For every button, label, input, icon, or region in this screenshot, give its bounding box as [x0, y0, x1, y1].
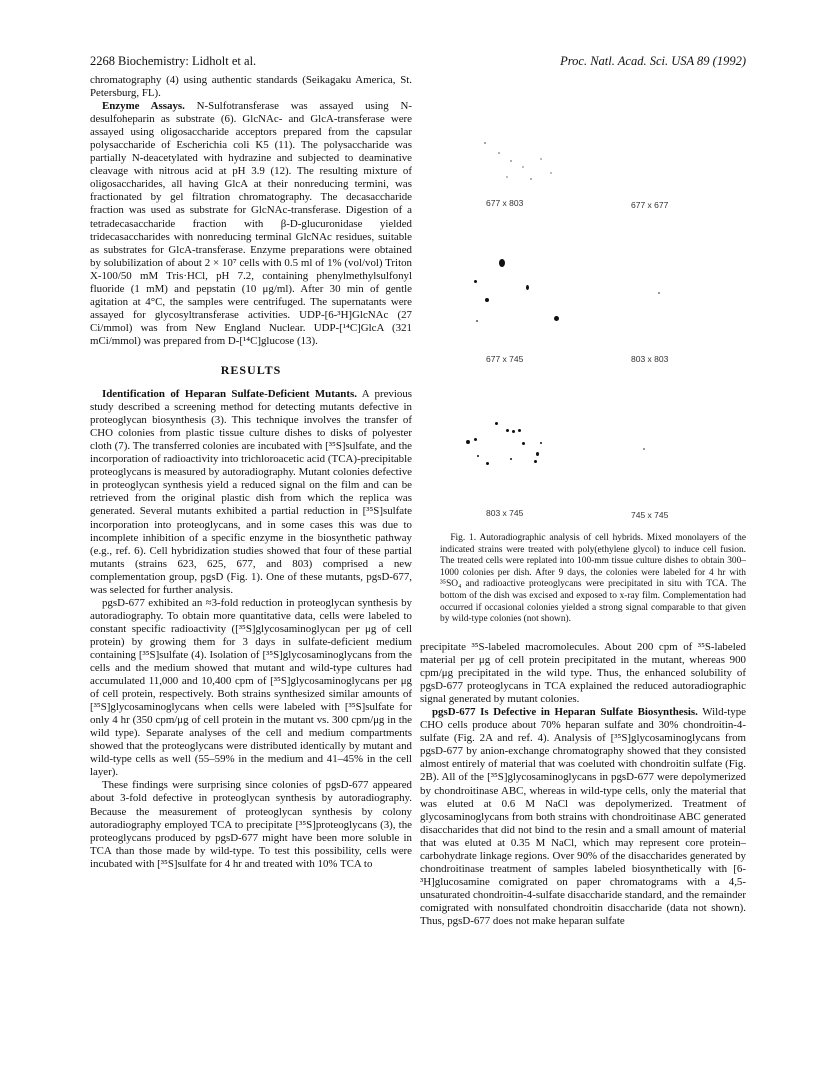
colony-spot — [485, 298, 489, 302]
colony-spot — [540, 442, 542, 444]
colony-spot — [486, 462, 489, 465]
results-heading: RESULTS — [220, 362, 282, 377]
enzyme-assays-text: N-Sulfotransferase was assayed using N-desulfoheparin as substrate (6). GlcNAc- and GlcA-transferase were assayed using oligosaccharide acceptors prepared from the capsular polysaccharide of Escherichia coli K5 (11). The polysaccharide was partially N-deacetylated with hydrazine and subjected to deaminative cleavage with nitrous acid at pH 3.9 (12). The resulting mixture of oligosaccharides, all having GlcA at their nonreducing termini, was fractionated by gel filtration chromatography. The decasaccharide fraction was used as substrate for GlcNAc-transferase. Digestion of a tetradecasaccharide fraction with β-D-glucuronidase yielded tridecasaccharides with nonreducing terminal GlcNAc residues, suitable as substrates for GlcA-transferase. Enzyme preparations were obtained by solubilization of about 2 × 10⁷ cells with 0.5 ml of 1% (vol/vol) Triton X-100/50 mM Tris·HCl, pH 7.2, containing phenylmethylsulfonyl fluoride (1 mM) and pepstatin (10 μg/ml). After 30 min of gentle agitation at 4°C, the samples were centrifuged. The supernatants were assayed for glycosyltransferase activities. UDP-[6-³H]GlcNAc (27 Ci/mmol) was from New England Nuclear. UDP-[¹⁴C]GlcA (321 mCi/mmol) was prepared from D-[¹⁴C]glucose (13). — [90, 100, 412, 347]
colony-spot — [550, 172, 552, 174]
colony-spot — [643, 448, 645, 450]
panel-label: 803 x 803 — [631, 354, 669, 364]
left-column — [90, 74, 412, 871]
panel-label: 677 x 677 — [631, 200, 669, 210]
caption-text: Autoradiographic analysis of cell hybrids. Mixed monolayers of the indicated strains were treated with poly(ethylene glycol) to induce cell fusion. The treated cells were replated into 100-mm tissue culture dishes to obtain 300–1000 colonies per dish. After 9 days, the colonies were labeled for 4 hr with ³⁵SO₄ and radioactive proteoglycans were precipitated in situ with TCA. The bottom of the dish was excised and exposed to x-ray film. Complementation had occurred if occasional colonies yielded a strong signal comparable to that given by wild-type colonies (not shown). — [440, 533, 746, 625]
caption-label: Fig. 1. — [450, 533, 477, 543]
colony-spot — [506, 429, 509, 432]
paragraph-precipitate: precipitate ³⁵S-labeled macromolecules. About 200 cpm of ³⁵S-labeled material per μg of cell protein precipitated in the mutant, whereas 900 cpm/μg precipitated in the wild type. Thus, the enhanced solubility of pgsD-677 proteoglycans in TCA explained the reduced autoradiographic signal generated by mutant colonies. — [420, 641, 746, 706]
colony-spot — [499, 259, 505, 267]
colony-spot — [526, 285, 529, 290]
panel-label: 803 x 745 — [486, 508, 524, 518]
panel-label: 677 x 803 — [486, 198, 524, 208]
right-column — [420, 641, 746, 928]
enzyme-assays-heading: Enzyme Assays. — [101, 100, 185, 113]
colony-spot — [474, 280, 477, 283]
colony-spot — [534, 460, 537, 463]
colony-spot — [510, 458, 512, 460]
colony-spot — [484, 142, 486, 144]
running-title: Biochemistry: Lidholt et al. — [118, 54, 257, 68]
colony-spot — [476, 320, 478, 322]
colony-spot — [536, 452, 539, 456]
figure-1-caption — [440, 533, 746, 626]
colony-spot — [477, 455, 479, 457]
panel-label: 677 x 745 — [486, 354, 524, 364]
colony-spot — [512, 430, 515, 433]
identification-text: A previous study described a screening method for detecting mutants defective in proteoglycan biosynthesis (3). This technique involves the transfer of CHO colonies from plastic tissue culture dishes to disks of polyester cloth (7). The transferred colonies are incubated with [³⁵S]sulfate, and the incorporation of radioactivity into trichloroacetic acid (TCA)-precipitable proteoglycans is measured by autoradiography. Mutant colonies defective in proteoglycan synthesis yield a reduced signal on the film and can be retrieved from the original plastic dish from which the replica was generated. Several mutants exhibited a partial reduction in [³⁵S]sulfate incorporation into proteoglycans, and in some cases this was due to incomplete inhibition of a specific enzyme in the biosynthetic pathway (e.g., ref. 6). Cell hybridization studies showed that four of these partial mutants (strains 623, 625, 677, and 803) comprised a new complementation group, pgsD (Fig. 1). One of these mutants, pgsD-677, was selected for further analysis. — [90, 388, 413, 596]
colony-spot — [474, 438, 477, 441]
colony-spot — [510, 160, 512, 162]
figure-1-autoradiograph — [440, 130, 746, 530]
paragraph-identification — [90, 388, 412, 597]
heparan-defect-heading: pgsD-677 Is Defective in Heparan Sulfate Biosynthesis. — [431, 706, 698, 719]
colony-spot — [540, 158, 542, 160]
colony-spot — [466, 440, 470, 444]
paragraph-pgsd677: pgsD-677 exhibited an ≈3-fold reduction in proteoglycan synthesis by autoradiography. To obtain more quantitative data, cells were labeled to constant specific radioactivity ([³⁵S]glycosaminoglycan per μg of cell protein) by growing them for 3 days in sulfate-deficient medium containing [³⁵S]sulfate (4). Isolation of [³⁵S]glycosaminoglycans from the cells and the medium showed that mutant and wild-type cultures had accumulated 11,000 and 10,400 cpm of [³⁵S]glycosaminoglycans per μg of cell protein, respectively. Both strains synthesized similar amounts of [³⁵S]glycosaminoglycans when cells were labeled with [³⁵S]sulfate for only 4 hr (350 cpm/μg of cell protein in the mutant vs. 300 cpm/μg in the wild type). Separate analyses of the cell and medium compartments showed that the proteoglycans were distributed identically by mutant and wild-type cells as well (55–59% in the medium and 41–45% in the cell layer). — [90, 596, 412, 779]
paragraph-enzyme-assays — [90, 100, 412, 348]
paragraph-heparan-defect — [420, 706, 746, 928]
colony-spot — [530, 178, 532, 180]
colony-spot — [554, 316, 559, 321]
journal-citation: Proc. Natl. Acad. Sci. USA 89 (1992) — [560, 54, 746, 68]
colony-spot — [518, 429, 521, 432]
running-header — [90, 54, 746, 70]
heparan-defect-text: Wild-type CHO cells produce about 70% heparan sulfate and 30% chondroitin-4-sulfate (Fig. 2A and ref. 4). Analysis of [³⁵S]glycosaminoglycans from pgsD-677 by anion-exchange chromatography showed that they consisted almost entirely of material that was coeluted with chondroitin sulfate (Fig. 2B). All of the [³⁵S]glycosaminoglycans in pgsD-677 were depolymerized by chondroitinase ABC, whereas in wild-type cells, only the material that was eluted at 0.6 M NaCl was depolymerized. Treatment of glycosaminoglycans from both strains with chondroitinase ABC generated disaccharides that did not bind to the resin and a small amount of material that was eluted at 0.35 M NaCl, which may represent core protein–carbohydrate linkage regions. Over 90% of the disaccharides generated by chondroitinase treatment of samples labeled biosynthetically with [6-³H]glucosamine comigrated on paper chromatograms with a 4,5-unsaturated chondroitin-4-sulfate disaccharide standard, and the remainder comigrated with nonsulfated chondroitin disaccharide (data not shown). Thus, pgsD-677 does not make heparan sulfate — [420, 706, 746, 927]
paragraph-findings: These findings were surprising since colonies of pgsD-677 appeared about 3-fold defective in proteoglycan synthesis by autoradiography. Because the measurement of proteoglycan synthesis by colony autoradiography employed TCA to precipitate [³⁵S]proteoglycans (3), the proteoglycans produced by pgsD-677 might have been more soluble in TCA than those made by wild-type. To test this possibility, cells were incubated with [³⁵S]sulfate for 4 hr and treated with 10% TCA to — [90, 779, 412, 870]
paragraph-intro: chromatography (4) using authentic standards (Seikagaku America, St. Petersburg, FL). — [90, 74, 412, 100]
colony-spot — [522, 442, 525, 445]
colony-spot — [506, 176, 508, 178]
identification-heading: Identification of Heparan Sulfate-Deficient Mutants. — [101, 388, 357, 401]
colony-spot — [658, 292, 660, 294]
panel-label: 745 x 745 — [631, 510, 669, 520]
colony-spot — [522, 166, 524, 168]
colony-spot — [495, 422, 498, 425]
page-number: 2268 — [90, 54, 115, 68]
colony-spot — [498, 152, 500, 154]
